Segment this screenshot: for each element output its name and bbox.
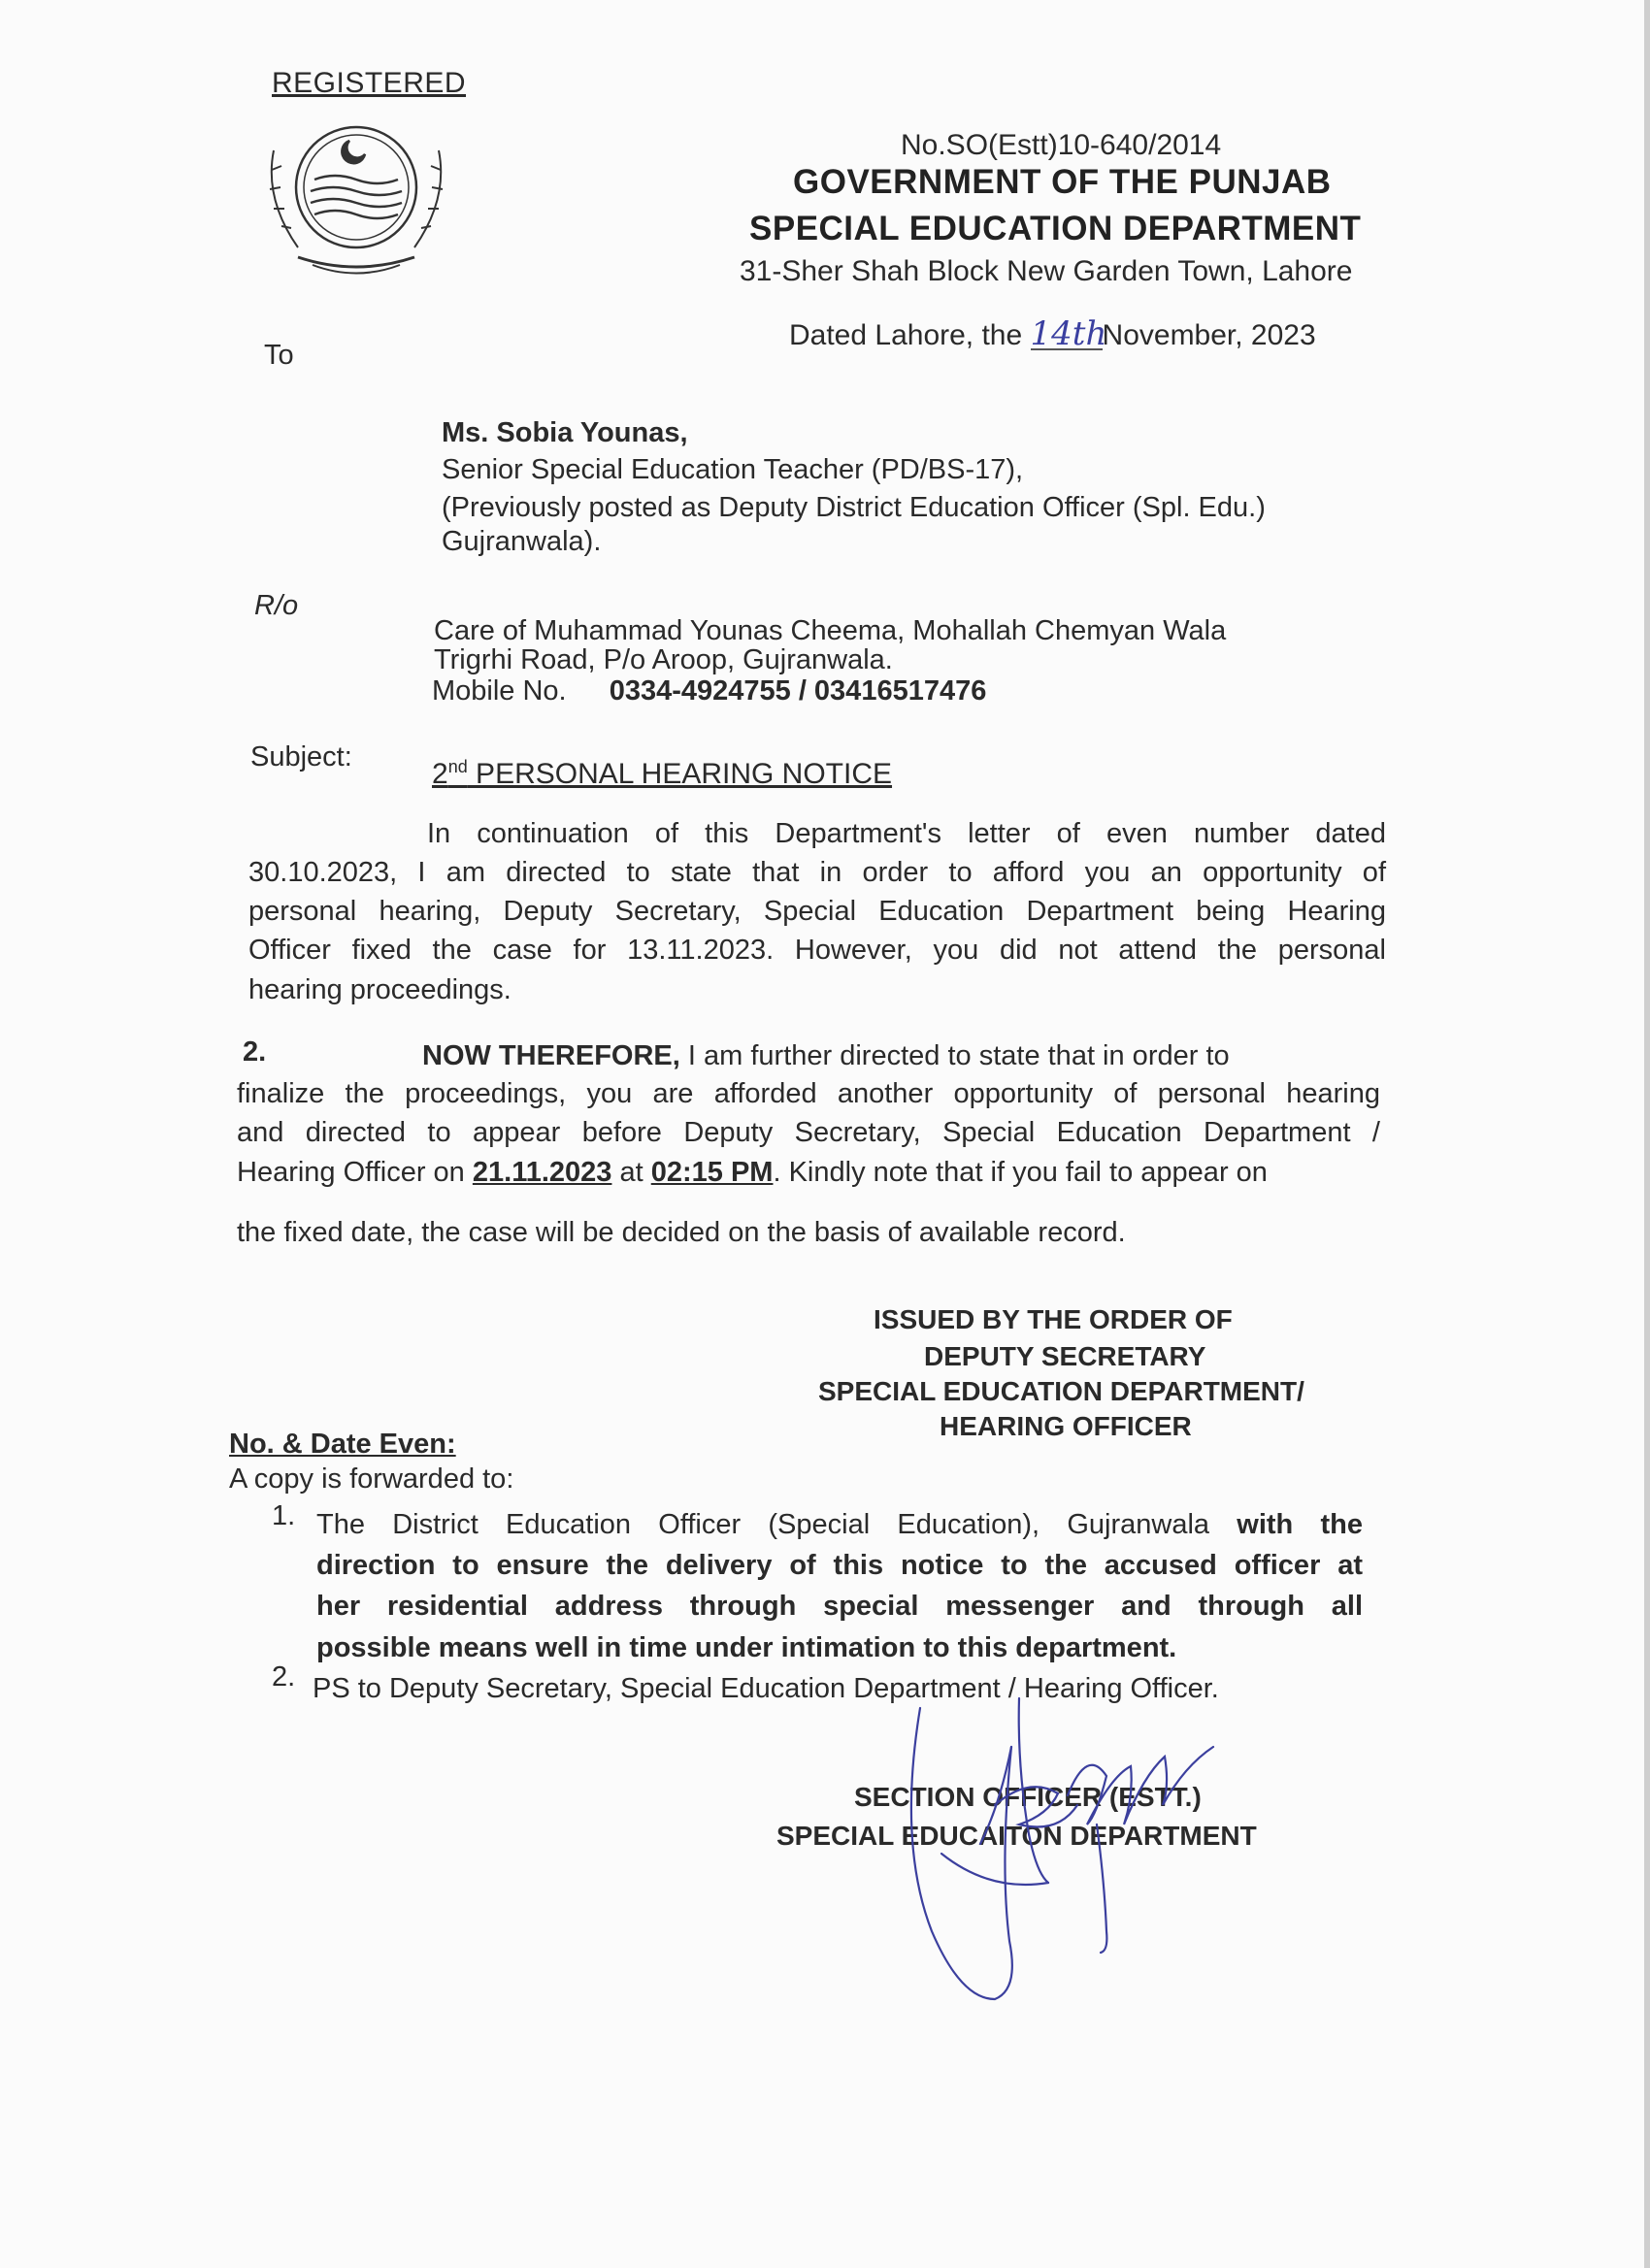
mobile-label: Mobile No.	[432, 675, 567, 707]
issued-by-line2: DEPUTY SECRETARY	[924, 1341, 1206, 1371]
para1-line2: 30.10.2023, I am directed to state that in order to afford you an opportunity of	[248, 857, 1386, 888]
para2-line5: the fixed date, the case will be decided on the basis of available record.	[237, 1217, 1126, 1248]
para2-line2: finalize the proceedings, you are afforded another opportunity of personal hearing	[237, 1078, 1380, 1109]
signatory-title: SECTION OFFICER (ESTT.)	[854, 1782, 1202, 1812]
copy-item-2-number: 2.	[272, 1661, 296, 1693]
para2-line4-a: Hearing Officer on	[237, 1157, 473, 1188]
subject-label: Subject:	[250, 741, 352, 772]
copy-item-1-line1	[316, 1506, 1363, 1543]
subject-text	[432, 749, 892, 792]
para2-line1-rest: I am further directed to state that in order to	[679, 1040, 1230, 1071]
para1-line1: In continuation of this Department's letter of even number dated	[427, 818, 1386, 849]
to-label: To	[264, 340, 294, 371]
reference-number: No.SO(Estt)10-640/2014	[901, 129, 1222, 161]
ro-address-line2: Trigrhi Road, P/o Aroop, Gujranwala.	[434, 644, 893, 675]
issued-by-line1: ISSUED BY THE ORDER OF	[874, 1304, 1233, 1334]
para1-line5: hearing proceedings.	[248, 974, 512, 1005]
subject-title: PERSONAL HEARING NOTICE	[467, 758, 893, 790]
registered-label: REGISTERED	[272, 67, 467, 99]
scan-edge	[1644, 0, 1650, 2268]
subject-ordinal: 2	[432, 758, 448, 790]
recipient-name: Ms. Sobia Younas,	[442, 417, 688, 448]
para2-line4-c: . Kindly note that if you fail to appear on	[773, 1157, 1268, 1188]
mobile-number: 0334-4924755 / 03416517476	[609, 675, 987, 707]
recipient-city: Gujranwala).	[442, 526, 602, 557]
para1-line4: Officer fixed the case for 13.11.2023. However, you did not attend the personal	[248, 935, 1386, 966]
copy-item-1-line4: possible means well in time under intimation to this department.	[316, 1632, 1177, 1663]
date-prefix: Dated Lahore, the	[789, 319, 1023, 351]
para2-number: 2.	[243, 1036, 267, 1068]
para1-line3: personal hearing, Deputy Secretary, Special Education Department being Hearing	[248, 896, 1386, 927]
copy-item-1-bold1: with the	[1237, 1509, 1363, 1540]
ro-address-line1: Care of Muhammad Younas Cheema, Mohallah Chemyan Wala	[434, 615, 1227, 646]
issued-by-line4: HEARING OFFICER	[940, 1411, 1192, 1441]
copy-item-1-line2: direction to ensure the delivery of this notice to the accused officer at	[316, 1550, 1363, 1581]
date-line	[789, 314, 1316, 353]
ro-label: R/o	[254, 590, 299, 621]
mobile-line	[432, 674, 986, 708]
recipient-designation: Senior Special Education Teacher (PD/BS-17),	[442, 454, 1024, 485]
para2-line1	[422, 1038, 1230, 1073]
recipient-previous-post: (Previously posted as Deputy District Education Officer (Spl. Edu.)	[442, 492, 1266, 523]
hearing-time: 02:15 PM	[650, 1157, 774, 1188]
para2-lead: NOW THEREFORE,	[422, 1040, 680, 1071]
para2-line4-b: at	[611, 1157, 651, 1188]
signatory-department: SPECIAL EDUCAITON DEPARTMENT	[776, 1821, 1257, 1851]
header-department: SPECIAL EDUCATION DEPARTMENT	[749, 210, 1362, 247]
subject-ordinal-sup: nd	[447, 757, 468, 776]
para2-line4	[237, 1155, 1268, 1190]
handwritten-day: 14th	[1030, 314, 1107, 353]
copy-heading: No. & Date Even:	[229, 1429, 456, 1460]
copy-item-2-text: PS to Deputy Secretary, Special Education Department / Hearing Officer.	[313, 1673, 1219, 1704]
handwritten-signature	[903, 1689, 1233, 2009]
copy-item-1-line3: her residential address through special messenger and through all	[316, 1591, 1363, 1622]
hearing-date: 21.11.2023	[472, 1157, 612, 1188]
header-government: GOVERNMENT OF THE PUNJAB	[793, 163, 1332, 201]
copy-intro: A copy is forwarded to:	[229, 1463, 514, 1495]
copy-item-1-number: 1.	[272, 1500, 296, 1531]
copy-item-1-plain: The District Education Officer (Special Education), Gujranwala	[316, 1509, 1238, 1540]
date-suffix: November, 2023	[1102, 319, 1316, 351]
issued-by-line3: SPECIAL EDUCATION DEPARTMENT/	[818, 1376, 1304, 1406]
para2-line3: and directed to appear before Deputy Secretary, Special Education Department /	[237, 1117, 1380, 1148]
punjab-government-emblem-icon	[254, 112, 458, 286]
header-address: 31-Sher Shah Block New Garden Town, Lahore	[740, 255, 1353, 287]
